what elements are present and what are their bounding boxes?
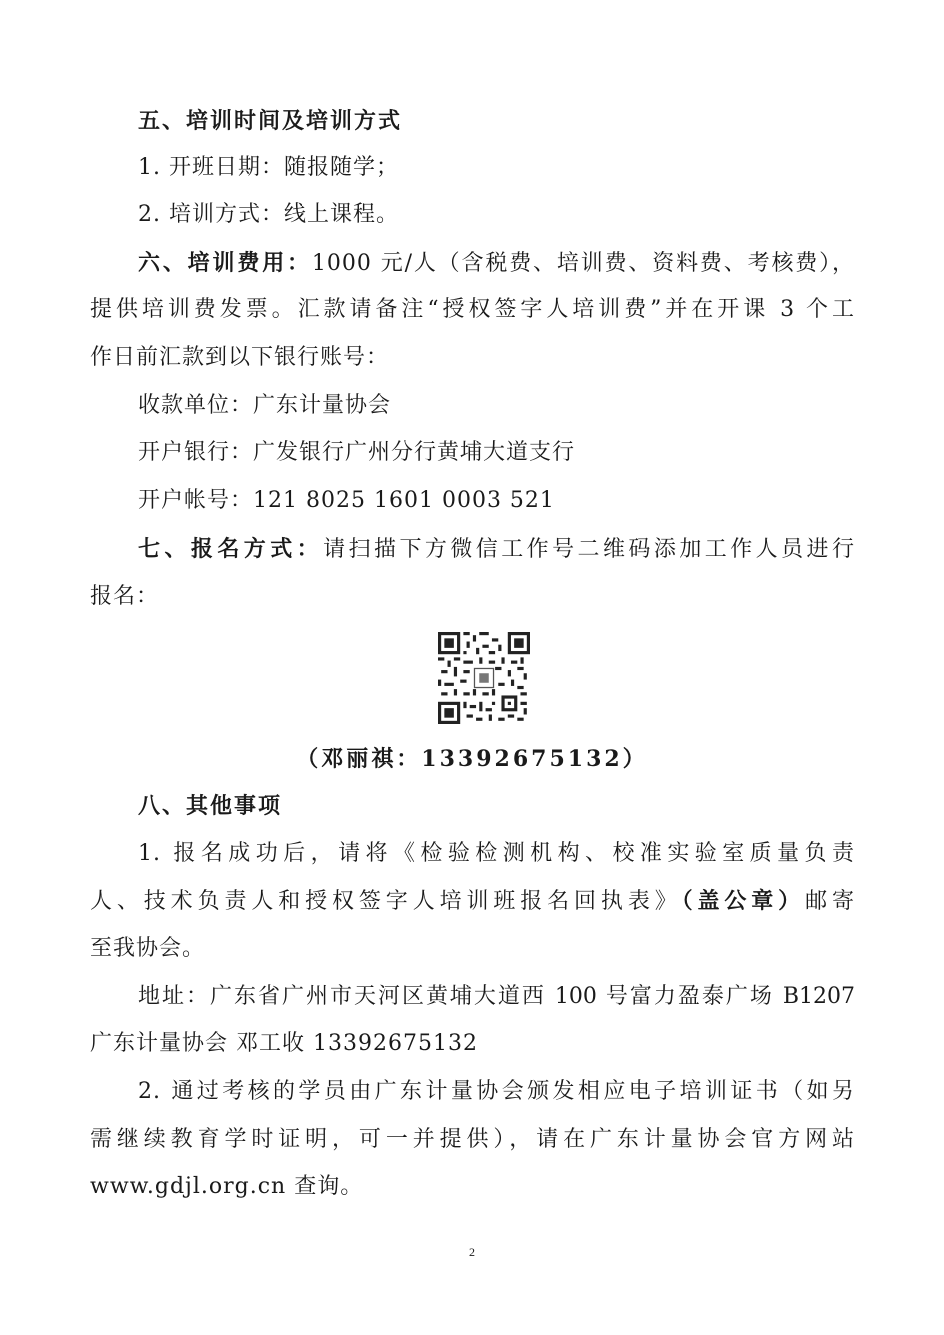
section6-heading: 六、培训费用： xyxy=(138,250,312,276)
mailing-address: 地址：广东省广州市天河区黄埔大道西 100 号富力盈泰广场 B1207 xyxy=(138,984,855,1009)
mail-text: 邮寄 xyxy=(805,889,855,914)
section7-line1 xyxy=(138,534,855,565)
page-number: 2 xyxy=(469,1245,475,1259)
section6-line1 xyxy=(138,248,855,279)
section8-item1-line3: 至我协会。 xyxy=(90,936,206,961)
section6-fee: 1000 元/人（含税费、培训费、资料费、考核费）， xyxy=(311,251,855,276)
wechat-qr-code-icon xyxy=(438,632,530,724)
section5-item1: 1. 开班日期：随报随学； xyxy=(138,155,399,180)
section6-bank: 开户银行：广发银行广州分行黄埔大道支行 xyxy=(138,440,576,465)
section7-line2: 报名： xyxy=(90,584,160,609)
section8-item2-line1: 2. 通过考核的学员由广东计量协会颁发相应电子培训证书（如另 xyxy=(138,1079,855,1104)
form-title: 人、技术负责人和授权签字人培训班报名回执表》 xyxy=(90,889,682,914)
contact-phone: （邓丽祺：13392675132） xyxy=(296,746,648,772)
section8-item1-line2 xyxy=(90,886,855,917)
website-line: www.gdjl.org.cn 查询。 xyxy=(90,1174,364,1199)
section7-heading: 七、报名方式： xyxy=(138,536,324,562)
section5-item2: 2. 培训方式：线上课程。 xyxy=(138,202,399,227)
section6-line3: 作日前汇款到以下银行账号： xyxy=(90,345,390,370)
section6-payee: 收款单位：广东计量协会 xyxy=(138,393,392,418)
section5-heading: 五、培训时间及培训方式 xyxy=(138,108,403,134)
stamp-note: （盖公章） xyxy=(681,888,806,914)
section6-account: 开户帐号：121 8025 1601 0003 521 xyxy=(138,488,555,513)
section7-instruction: 请扫描下方微信工作号二维码添加工作人员进行 xyxy=(323,537,855,562)
mailing-recipient: 广东计量协会 邓工收 13392675132 xyxy=(90,1031,478,1056)
section8-item2-line2: 需继续教育学时证明，可一并提供），请在广东计量协会官方网站 xyxy=(90,1127,855,1152)
section8-item1-line1: 1. 报名成功后，请将《检验检测机构、校准实验室质量负责 xyxy=(138,841,855,866)
section6-line2: 提供培训费发票。汇款请备注“授权签字人培训费”并在开课 3 个工 xyxy=(90,297,855,322)
section8-heading: 八、其他事项 xyxy=(138,793,283,819)
